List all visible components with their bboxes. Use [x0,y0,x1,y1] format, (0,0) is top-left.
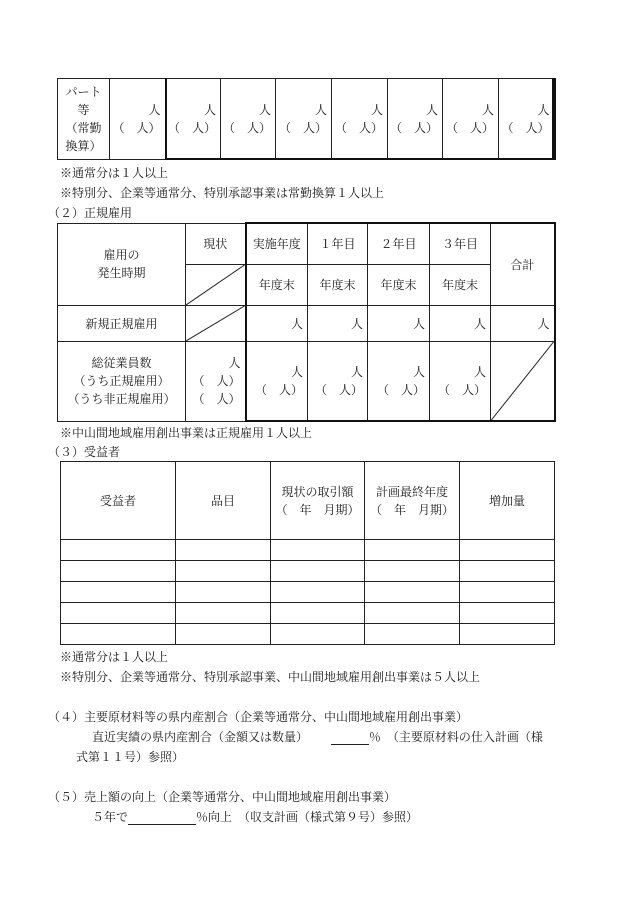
table-row [61,603,555,624]
note-line: ※中山間地域雇用創出事業は正規雇用１人以上 [60,426,313,440]
part-time-label: パート 等 （常勤 換算） [58,79,110,160]
section-4-line: 直近実績の県内産割合（金額又は数量） ％ （主要原材料の仕入計画（様 [92,730,543,744]
increase-cell[interactable] [460,603,555,624]
section-5-line: ５年で ％向上 （収支計画（様式第９号）参照） [92,810,419,824]
beneficiary-cell[interactable] [61,603,176,624]
regular-employment-table [57,222,556,422]
current-amount-cell[interactable] [271,603,365,624]
part-time-cell: 人 （ 人） [332,79,388,160]
row-total-employees-label: 総従業員数 （うち正規雇用） （うち非正規雇用） [58,341,186,421]
part-time-cell: 人 （ 人） [388,79,443,160]
current-amount-cell[interactable] [271,540,365,561]
blank-slash-cell [491,341,555,421]
beneficiary-cell[interactable] [61,624,176,645]
unit-cell: 人 [308,305,368,341]
row-new-regular-label: 新規正規雇用 [58,305,186,341]
part-time-table [57,78,556,160]
header-beneficiary: 受益者 [61,462,176,540]
header-year3: ３年目 [430,223,491,264]
plan-amount-cell[interactable] [365,540,460,561]
note-line: ※通常分は１人以上 [60,166,169,180]
sales-increase-input[interactable] [128,810,196,825]
header-plan-final: 計画最終年度 （ 年 月期） [365,462,460,540]
section-4-line: 式第１１号）参照） [76,750,185,764]
item-cell[interactable] [176,603,271,624]
unit-cell: 人 [368,305,430,341]
note-line: ※通常分は１人以上 [60,650,169,664]
header-year-end: 年度末 [246,264,308,305]
plan-amount-cell[interactable] [365,603,460,624]
part-time-cell: 人 （ 人） [166,79,221,160]
ratio-input[interactable] [331,730,369,745]
header-year-end: 年度末 [430,264,491,305]
header-year-end: 年度末 [368,264,430,305]
header-total: 合計 [491,223,555,305]
unit-cell: 人 [430,305,491,341]
item-cell[interactable] [176,624,271,645]
table-row [61,582,555,603]
part-time-cell: 人 （ 人） [276,79,332,160]
header-year2: ２年目 [368,223,430,264]
header-increase: 増加量 [460,462,555,540]
year-total-cell: 人 （ 人） [246,341,308,421]
increase-cell[interactable] [460,624,555,645]
part-time-cell: 人 （ 人） [221,79,276,160]
plan-amount-cell[interactable] [365,582,460,603]
increase-cell[interactable] [460,561,555,582]
beneficiary-table [60,461,555,645]
section-4-heading: （４）主要原材料等の県内産割合（企業等通常分、中山間地域雇用創出事業） [48,710,469,724]
header-year-end: 年度末 [308,264,368,305]
note-line: ※特別分、企業等通常分、特別承認事業は常勤換算１人以上 [60,186,385,200]
current-amount-cell[interactable] [271,582,365,603]
header-current-amount: 現状の取引額 （ 年 月期） [271,462,365,540]
section-3-heading: （３）受益者 [48,445,121,459]
section-2-heading: （２）正規雇用 [48,206,133,220]
table-row [61,561,555,582]
beneficiary-cell[interactable] [61,582,176,603]
table-row [61,624,555,645]
item-cell[interactable] [176,582,271,603]
blank-slash-cell [186,264,246,305]
table-row [61,540,555,561]
employment-timing-header: 雇用の 発生時期 [58,223,186,305]
current-amount-cell[interactable] [271,624,365,645]
current-amount-cell[interactable] [271,561,365,582]
header-item: 品目 [176,462,271,540]
header-year1: １年目 [308,223,368,264]
plan-amount-cell[interactable] [365,561,460,582]
beneficiary-cell[interactable] [61,561,176,582]
part-time-cell: 人 （ 人） [499,79,555,160]
header-current: 現状 [186,223,246,264]
year-total-cell: 人 （ 人） [430,341,491,421]
section-5-heading: （５）売上額の向上（企業等通常分、中山間地域雇用創出事業） [48,790,397,804]
plan-amount-cell[interactable] [365,624,460,645]
increase-cell[interactable] [460,540,555,561]
item-cell[interactable] [176,540,271,561]
note-line: ※特別分、企業等通常分、特別承認事業、中山間地域雇用創出事業は５人以上 [60,670,481,684]
unit-cell: 人 [491,305,555,341]
year-total-cell: 人 （ 人） [368,341,430,421]
item-cell[interactable] [176,561,271,582]
part-time-current: 人 （ 人） [110,79,166,160]
blank-slash-cell [186,305,246,341]
part-time-cell: 人 （ 人） [443,79,499,160]
beneficiary-cell[interactable] [61,540,176,561]
unit-cell: 人 [246,305,308,341]
increase-cell[interactable] [460,582,555,603]
current-total-cell: 人 （ 人） （ 人） [186,341,246,421]
header-year0: 実施年度 [246,223,308,264]
year-total-cell: 人 （ 人） [308,341,368,421]
